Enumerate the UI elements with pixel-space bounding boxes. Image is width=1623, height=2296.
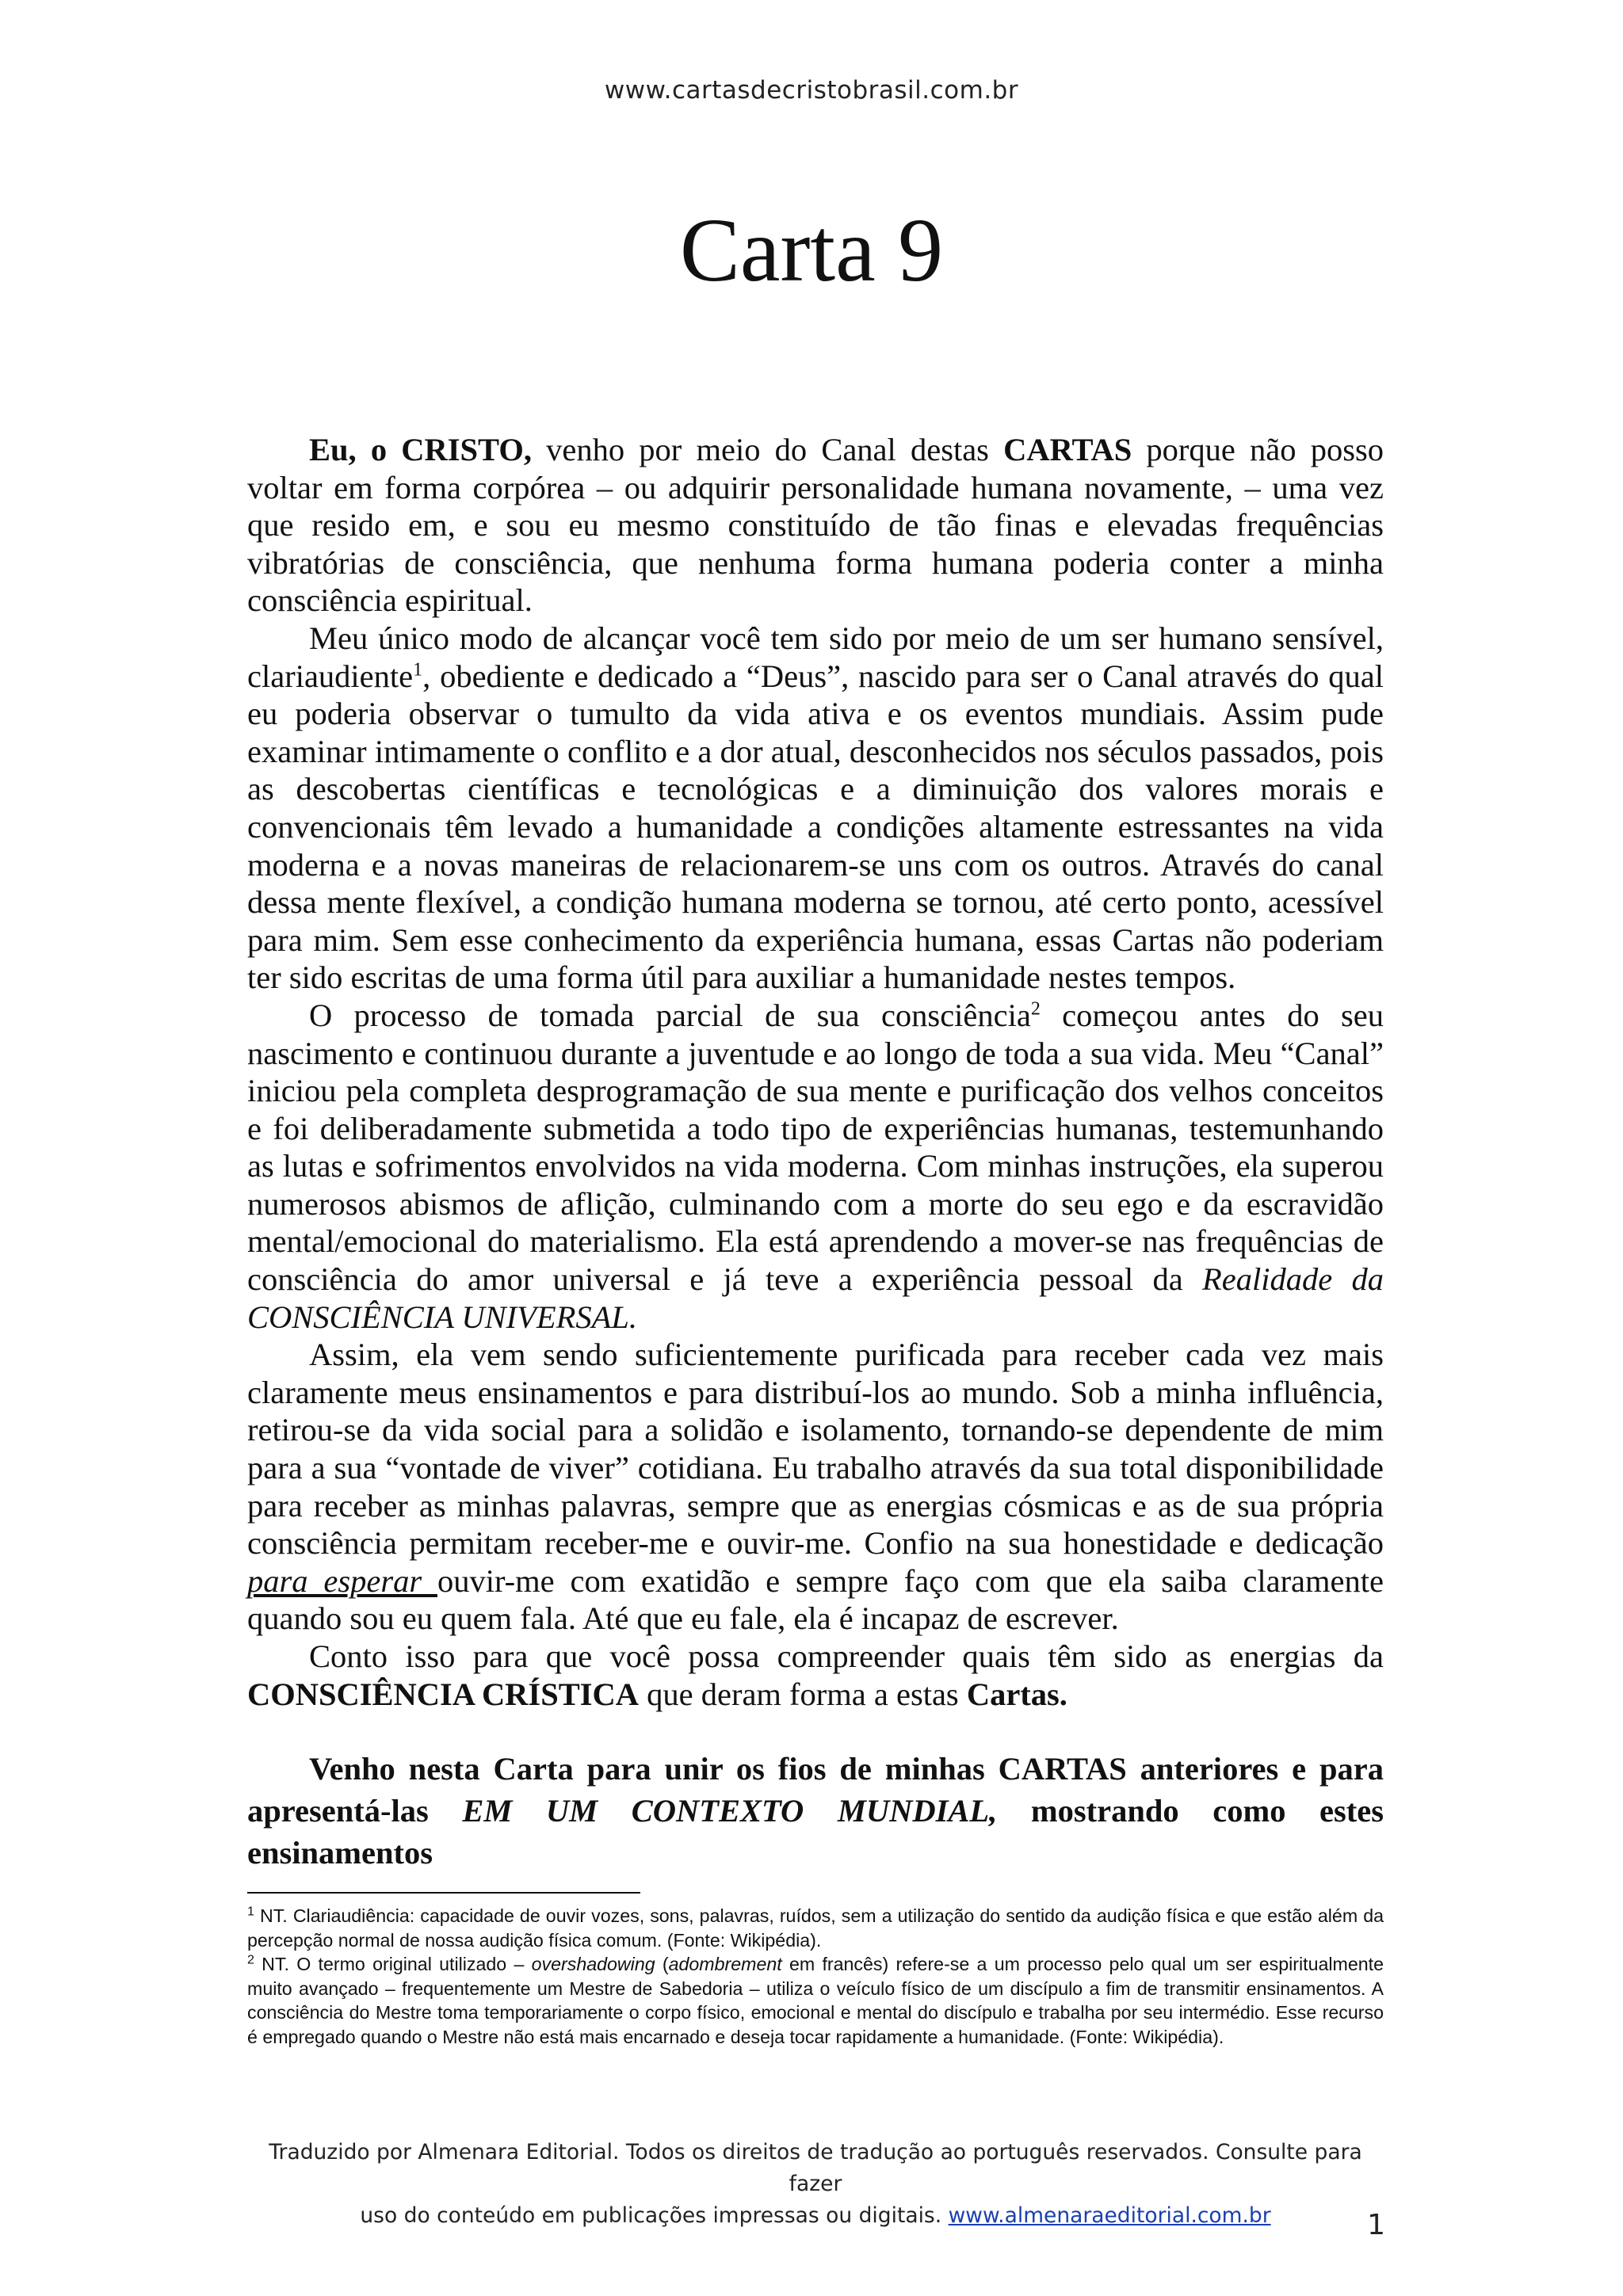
footnote-separator bbox=[247, 1892, 640, 1894]
footnote-mark: 1 bbox=[247, 1905, 254, 1919]
page-footer bbox=[247, 2137, 1384, 2232]
footnote-ref-2[interactable]: 2 bbox=[1030, 998, 1041, 1020]
publisher-link[interactable]: www.almenaraeditorial.com.br bbox=[948, 2203, 1271, 2228]
text-span: Meu único modo de alcançar você tem sido por meio de um ser humano sensível, clariaudiente bbox=[247, 620, 1384, 694]
footnote-1 bbox=[247, 1904, 1384, 1952]
text-span: que deram forma a estas bbox=[639, 1676, 967, 1712]
bold-text: Venho nesta Carta para unir os fios de minhas CARTAS anteriores e para apresentá-las bbox=[247, 1751, 1384, 1829]
footnote-2 bbox=[247, 1952, 1384, 2049]
footnote-mark: 2 bbox=[247, 1953, 254, 1967]
italic-text: Realidade da CONSCIÊNCIA UNIVERSAL. bbox=[247, 1261, 1384, 1335]
footnote-text: em francês) refere-se a um processo pelo qual um ser espiritualmente muito avançado – frequentemente um Mestre de Sabedoria – utiliza o veículo físico de um discípulo a fim de transmitir ensinamentos. A consciência do Mestre toma temporariamente o corpo físico, emocional e mental do discípulo e trabalha por seu intermédio. Esse recurso é empregado quando o Mestre não está mais encarnado e deseja tocar rapidamente a humanidade. (Fonte: Wikipédia). bbox=[247, 1954, 1384, 2047]
section-intro-paragraph bbox=[247, 1748, 1384, 1874]
text-span: ouvir-me com exatidão e sempre faço com que ela saiba claramente quando sou eu quem fala. Até que eu fale, ela é incapaz de escrever. bbox=[247, 1562, 1384, 1637]
paragraph-4 bbox=[247, 1336, 1384, 1638]
text-span: , obediente e dedicado a “Deus”, nascido para ser o Canal através do qual eu poderia observar o tumulto da vida ativa e os eventos mundiais. Assim pude examinar intimamente o conflito e a dor atual, desconhecidos nos séculos passados, pois as descobertas científicas e tecnológicas e a diminuição dos valores morais e convencionais têm levado a humanidade a condições altamente estressantes na vida moderna e a novas maneiras de relacionarem-se uns com os outros. Através do canal dessa mente flexível, a condição humana moderna se tornou, até certo ponto, acessível para mim. Sem esse conhecimento da experiência humana, essas Cartas não poderiam ter sido escritas de uma forma útil para auxiliar a humanidade nestes tempos. bbox=[247, 658, 1384, 996]
bold-text: CONSCIÊNCIA CRÍSTICA bbox=[247, 1676, 639, 1712]
text-span: começou antes do seu nascimento e continuou durante a juventude e ao longo de toda a sua vida. Meu “Canal” iniciou pela completa desprogramação de sua mente e purificação dos velhos conceitos e foi deliberadamente submetida a todo tipo de experiências humanas, testemunhando as lutas e sofrimentos envolvidos na vida moderna. Com minhas instruções, ela superou numerosos abismos de aflição, culminando com a morte do seu ego e da escravidão mental/emocional do materialismo. Ela está aprendendo a mover-se nas frequências de consciência do amor universal e já teve a experiência pessoal da bbox=[247, 997, 1384, 1298]
footer-line-2 bbox=[247, 2200, 1384, 2232]
paragraph-5 bbox=[247, 1638, 1384, 1713]
page-number: 1 bbox=[1367, 2209, 1385, 2241]
footer-text: uso do conteúdo em publicações impressas ou digitais. bbox=[360, 2203, 949, 2228]
italic-text: overshadowing bbox=[531, 1954, 655, 1974]
footnote-text: ( bbox=[655, 1954, 669, 1974]
text-span: Conto isso para que você possa compreender quais têm sido as energias da bbox=[309, 1638, 1384, 1674]
site-url-header: www.cartasdecristobrasil.com.br bbox=[604, 76, 1019, 105]
text-span: Assim, ela vem sendo suficientemente purificada para receber cada vez mais claramente meus ensinamentos e para distribuí-los ao mundo. Sob a minha influência, retirou-se da vida social para a solidão e isolamento, tornando-se dependente de mim para a sua “vontade de viver” cotidiana. Eu trabalho através da sua total disponibilidade para receber as minhas palavras, sempre que as energias cósmicas e as de sua própria consciência permitam receber-me e ouvir-me. Confio na sua honestidade e dedicação bbox=[247, 1337, 1384, 1562]
paragraph-3 bbox=[247, 997, 1384, 1336]
paragraph-2 bbox=[247, 620, 1384, 997]
italic-text: adombrement bbox=[668, 1954, 782, 1974]
bold-text: Cartas. bbox=[966, 1676, 1067, 1712]
footnote-text: NT. O termo original utilizado – bbox=[254, 1954, 532, 1974]
bold-italic-text: EM UM CONTEXTO MUNDIAL, bbox=[462, 1793, 998, 1829]
footnote-ref-1[interactable]: 1 bbox=[413, 659, 423, 681]
footnotes bbox=[247, 1904, 1384, 2049]
bold-text: CARTAS bbox=[1003, 432, 1132, 467]
text-span: porque não posso voltar em forma corpórea – ou adquirir personalidade humana novamente, – uma vez que resido em, e sou eu mesmo constituído de tão finas e elevadas frequências vibratórias de consciência, que nenhuma forma humana poderia conter a minha consciência espiritual. bbox=[247, 432, 1384, 619]
letter-body bbox=[247, 431, 1384, 1713]
bold-text: Eu, o CRISTO, bbox=[309, 432, 532, 467]
footnote-text: NT. Clariaudiência: capacidade de ouvir vozes, sons, palavras, ruídos, sem a utilização do sentido da audição física e que estão além da percepção normal de nossa audição física comum. (Fonte: Wikipédia). bbox=[247, 1905, 1384, 1951]
paragraph-1 bbox=[247, 431, 1384, 620]
footer-line-1: Traduzido por Almenara Editorial. Todos os direitos de tradução ao português reservados. Consulte para fazer bbox=[269, 2140, 1362, 2196]
underlined-italic-text: para esperar bbox=[247, 1562, 437, 1599]
text-span: O processo de tomada parcial de sua consciência bbox=[309, 997, 1031, 1033]
page-title: Carta 9 bbox=[679, 200, 944, 300]
bold-text: mostrando como estes ensinamentos bbox=[247, 1793, 1384, 1871]
text-span: venho por meio do Canal destas bbox=[531, 432, 1004, 467]
